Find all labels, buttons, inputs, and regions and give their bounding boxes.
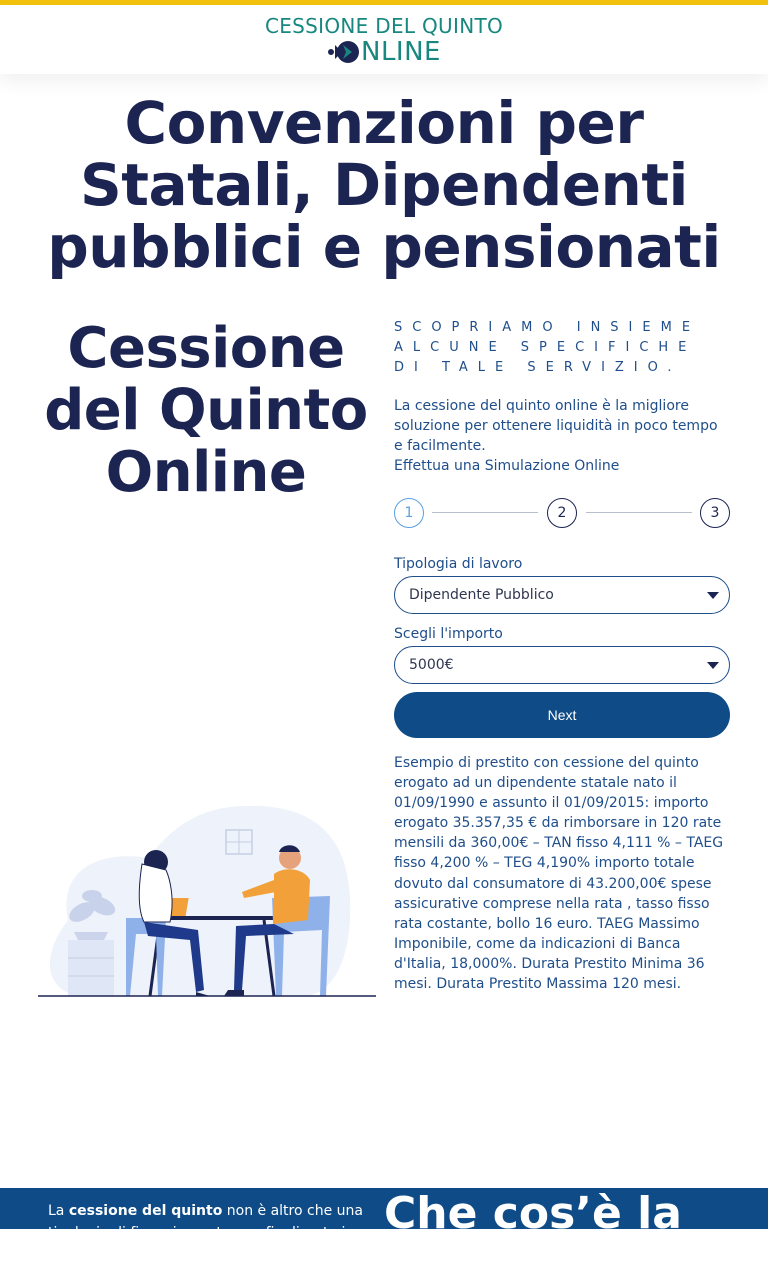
logo-text-top[interactable]: CESSIONE DEL QUINTO bbox=[264, 14, 504, 38]
loan-example-text: Esempio di prestito con cessione del quinto erogato ad un dipendente statale nato il 01/09/1990 e assunto il 01/09/2015: importo erogato 35.357,35 € da rimborsare in 120 rate mensili da 360,00€ – TAN fisso 4,111 % – TAEG fisso 4,200 % – TEG 4,190% importo totale dovuto dal consumatore di 43.200,00€ spese assicurative comprese nella rata , tasso fisso rata costante, bollo 16 euro. TAEG Massimo Imponibile, come da indicazioni di Banca d'Italia, 18,000%. Durata Prestito Minima 36 mesi. Durata Prestito Massima 120 mesi. bbox=[394, 755, 724, 993]
intro-line-2: Effettua una Simulazione Online bbox=[394, 458, 620, 474]
step-divider bbox=[586, 512, 692, 513]
amount-value: 5000€ bbox=[409, 657, 454, 673]
logo-arrow-icon bbox=[327, 39, 361, 65]
amount-label: Scegli l'importo bbox=[394, 626, 503, 642]
work-type-value: Dipendente Pubblico bbox=[409, 587, 554, 603]
band-text-bold: cessione del quinto bbox=[68, 1203, 223, 1219]
section-title: Cessione del Quinto Online bbox=[44, 316, 368, 505]
logo-text-bottom: NLINE bbox=[361, 37, 441, 67]
meeting-illustration bbox=[38, 800, 376, 1000]
band-text-suffix: non è altro che una tipologia di finanziamento non finalizzato in cui bbox=[48, 1203, 363, 1263]
page-title: Convenzioni per Statali, Dipendenti pubblici e pensionati bbox=[47, 89, 721, 281]
chevron-down-icon bbox=[707, 592, 719, 599]
simulation-form bbox=[394, 554, 730, 738]
intro-section bbox=[394, 318, 730, 476]
logo[interactable] bbox=[327, 38, 441, 66]
band-text-prefix: La bbox=[48, 1203, 69, 1219]
intro-text bbox=[394, 396, 730, 476]
intro-line-1: La cessione del quinto online è la migliore soluzione per ottenere liquidità in poco tempo e facilmente. bbox=[394, 398, 718, 454]
chevron-down-icon bbox=[707, 662, 719, 669]
step-indicator bbox=[394, 498, 730, 528]
step-2: 2 bbox=[547, 498, 577, 528]
work-type-label: Tipologia di lavoro bbox=[394, 556, 523, 572]
eyebrow-text: SCOPRIAMO INSIEME ALCUNE SPECIFICHE DI TALE SERVIZIO. bbox=[394, 320, 701, 375]
work-type-select[interactable] bbox=[394, 576, 730, 614]
band-heading: Che cos’è la bbox=[384, 1188, 682, 1239]
site-header bbox=[0, 5, 768, 74]
next-button[interactable]: Next bbox=[394, 692, 730, 738]
band-text bbox=[48, 1200, 368, 1266]
step-1: 1 bbox=[394, 498, 424, 528]
step-divider bbox=[432, 512, 538, 513]
info-band bbox=[0, 1188, 768, 1263]
amount-select[interactable] bbox=[394, 646, 730, 684]
step-3: 3 bbox=[700, 498, 730, 528]
